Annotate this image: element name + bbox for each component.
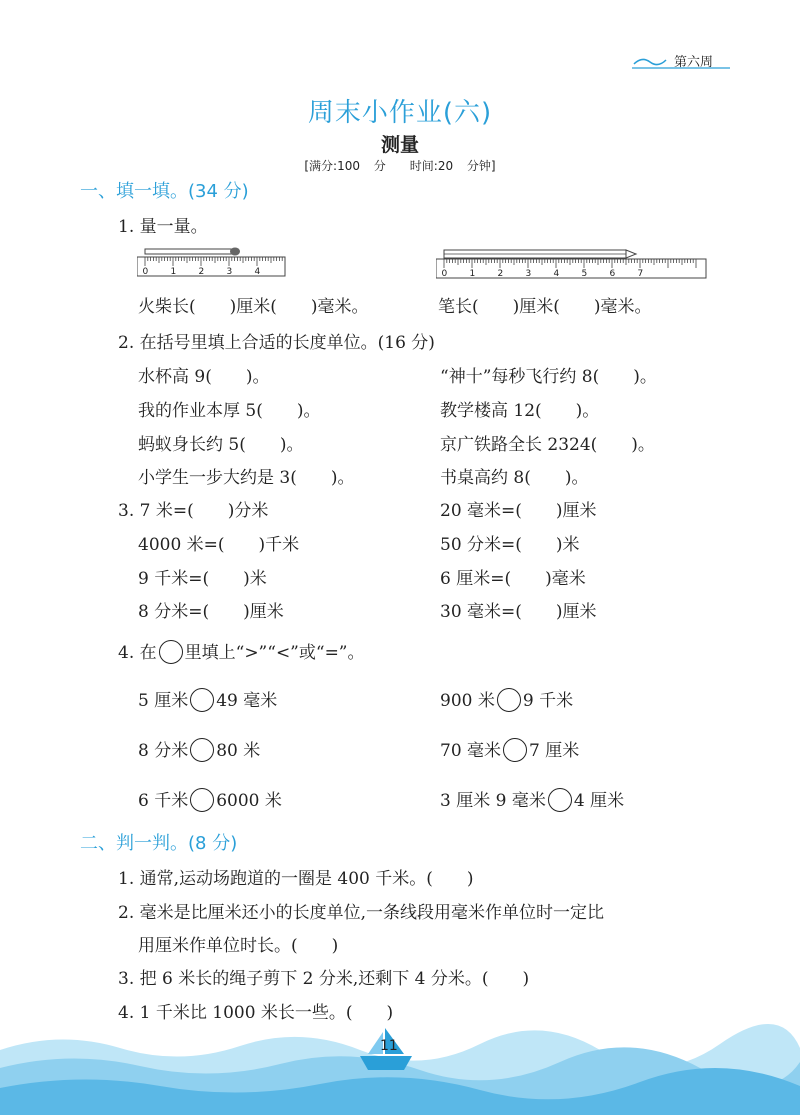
q4-item <box>138 686 277 712</box>
q4-right: 9 千米 <box>522 691 574 711</box>
q3-item: 6 厘米=( )毫米 <box>440 569 586 589</box>
q4-label <box>118 638 365 664</box>
q1-answer-match: 火柴长( )厘米( )毫米。 <box>138 297 369 317</box>
week-tag <box>632 48 732 74</box>
judge-item-cont: 用厘米作单位时长。( ) <box>138 936 339 956</box>
q3-item: 3. 7 米=( )分米 <box>118 501 269 521</box>
q2-item: 京广铁路全长 2324( )。 <box>440 435 655 455</box>
page-subtitle: 测量 <box>380 134 419 156</box>
q4-item <box>138 786 282 812</box>
judge-item: 2. 毫米是比厘米还小的长度单位,一条线段用毫米作单位时一定比 <box>118 903 605 923</box>
q3-item: 20 毫米=( )厘米 <box>440 501 597 521</box>
q2-item: 书桌高约 8( )。 <box>440 468 589 488</box>
q3-item: 50 分米=( )米 <box>440 535 580 555</box>
q4-right: 6000 米 <box>216 791 282 811</box>
q4-item <box>440 686 573 712</box>
judge-item: 4. 1 千米比 1000 米长一些。( ) <box>118 1003 394 1023</box>
week-label: 第六周 <box>674 55 714 70</box>
ruler-tick-label: 3 <box>525 269 532 279</box>
judge-item: 1. 通常,运动场跑道的一圈是 400 千米。( ) <box>118 869 474 889</box>
ruler-matchstick <box>137 246 287 278</box>
q1-label: 1. 量一量。 <box>118 217 208 237</box>
ruler-tick-label: 7 <box>637 269 644 279</box>
page-number: 11 <box>380 1038 398 1054</box>
q3-item: 8 分米=( )厘米 <box>138 602 284 622</box>
q1-answer-pencil: 笔长( )厘米( )毫米。 <box>438 297 652 317</box>
compare-circle[interactable] <box>497 688 521 712</box>
q4-left: 70 毫米 <box>440 741 502 761</box>
q4-item <box>138 736 260 762</box>
ruler-tick-label: 6 <box>609 269 616 279</box>
q4-right: 4 厘米 <box>573 791 625 811</box>
footer-wave-decoration <box>0 1010 800 1115</box>
ruler-tick-label: 2 <box>497 269 504 279</box>
q4-left: 5 厘米 <box>138 691 189 711</box>
ruler-tick-label: 3 <box>226 267 233 277</box>
compare-circle[interactable] <box>503 738 527 762</box>
ruler-tick-label: 2 <box>198 267 205 277</box>
circle-icon <box>159 640 183 664</box>
q4-left: 6 千米 <box>138 791 189 811</box>
q4-right: 7 厘米 <box>529 741 580 761</box>
ruler-tick-label: 1 <box>469 269 476 279</box>
q3-item: 30 毫米=( )厘米 <box>440 602 597 622</box>
q3-item: 9 千米=( )米 <box>138 569 267 589</box>
q4-item <box>440 736 579 762</box>
judge-item: 3. 把 6 米长的绳子剪下 2 分米,还剩下 4 分米。( ) <box>118 969 530 989</box>
ruler-pencil <box>436 246 710 280</box>
compare-circle[interactable] <box>190 688 214 712</box>
q3-item: 4000 米=( )千米 <box>138 535 300 555</box>
q4-label-prefix: 4. 在 <box>118 643 157 663</box>
q4-left: 3 厘米 9 毫米 <box>440 791 546 811</box>
compare-circle[interactable] <box>190 738 214 762</box>
ruler-tick-label: 5 <box>581 269 588 279</box>
q4-item <box>440 786 624 812</box>
q4-label-suffix: 里填上“>”“<”或“=”。 <box>184 643 365 663</box>
section1-heading: 一、填一填。(34 分) <box>80 181 249 202</box>
q4-left: 900 米 <box>440 691 495 711</box>
q2-item: 蚂蚁身长约 5( )。 <box>138 435 304 455</box>
ruler-tick-label: 0 <box>441 269 448 279</box>
ruler-tick-label: 4 <box>553 269 560 279</box>
ruler-tick-label: 0 <box>142 267 149 277</box>
score-time-meta: [满分:100 分 时间:20 分钟] <box>304 159 496 173</box>
page-title: 周末小作业(六) <box>307 98 493 128</box>
section2-heading: 二、判一判。(8 分) <box>80 833 238 854</box>
ruler-tick-label: 1 <box>170 267 177 277</box>
q4-left: 8 分米 <box>138 741 189 761</box>
q2-item: 小学生一步大约是 3( )。 <box>138 468 355 488</box>
q2-label: 2. 在括号里填上合适的长度单位。(16 分) <box>118 333 435 353</box>
q4-right: 80 米 <box>216 741 261 761</box>
q2-item: 水杯高 9( )。 <box>138 367 270 387</box>
q2-item: “神十”每秒飞行约 8( )。 <box>440 367 657 387</box>
q2-item: 我的作业本厚 5( )。 <box>138 401 321 421</box>
ruler-tick-label: 4 <box>254 267 261 277</box>
q2-item: 教学楼高 12( )。 <box>440 401 600 421</box>
compare-circle[interactable] <box>190 788 214 812</box>
q4-right: 49 毫米 <box>216 691 278 711</box>
compare-circle[interactable] <box>548 788 572 812</box>
